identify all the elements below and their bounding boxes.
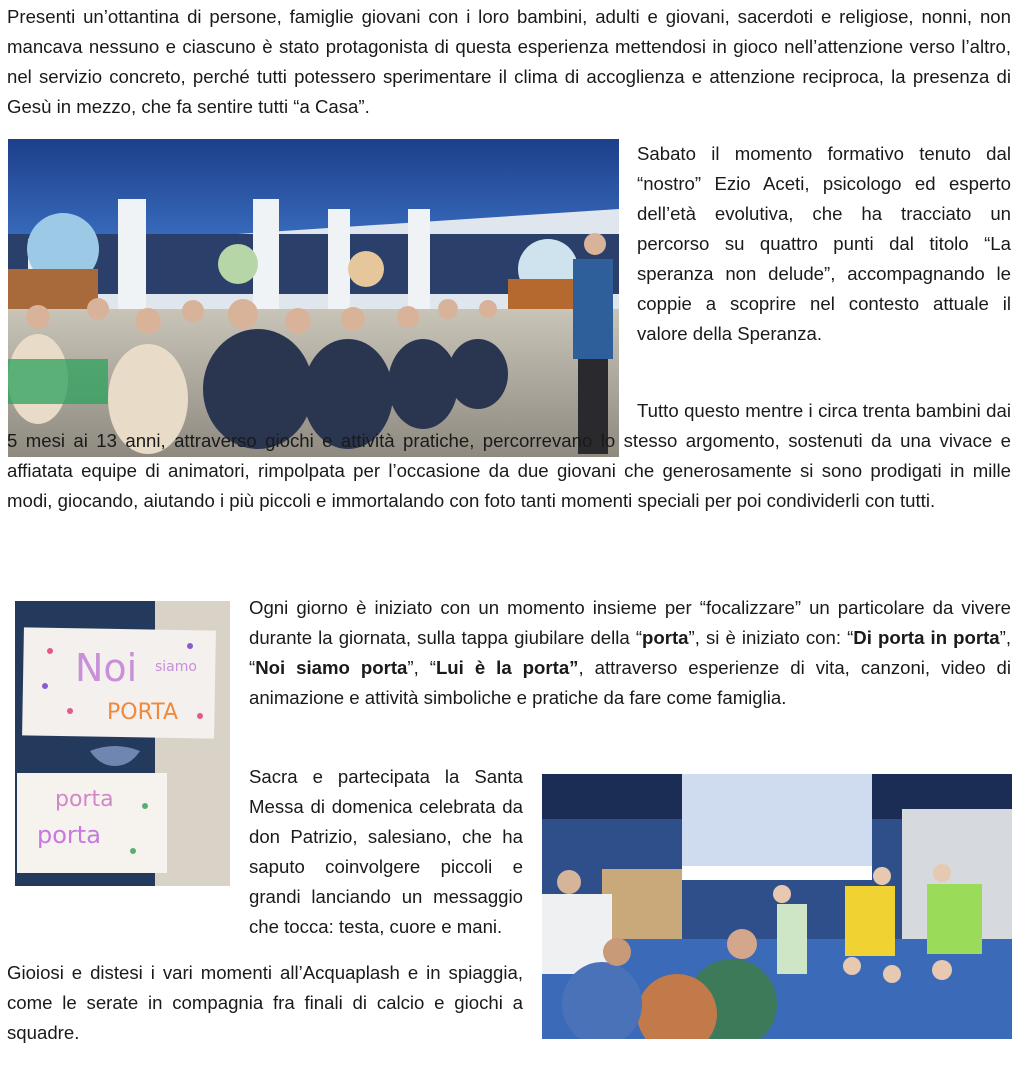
beach-paragraph: Gioiosi e distesi i vari momenti all’Acquaplash e in spiaggia, come le serate in compagnia fra finali di calcio e giochi a squadre.: [7, 962, 523, 1043]
sign-porta-2: porta: [37, 821, 101, 849]
noi-siamo-porta-photo: [15, 601, 230, 886]
daily-pre: Ogni giorno è iniziato con un momento insieme per “focalizzare” un particolare da vivere durante la giornata, sulla tappa giubilare della “: [249, 597, 1011, 648]
daily-mid2: ”, “: [249, 627, 1011, 678]
daily-porta: porta: [642, 627, 689, 648]
daily-paragraph: [249, 593, 1011, 713]
sign-porta-1: porta: [55, 787, 114, 812]
sign-siamo: siamo: [155, 659, 197, 675]
daily-post: , attraverso esperienze di vita, canzoni, video di animazione e attività simboliche e pratiche da fare come famiglia.: [249, 657, 1012, 708]
mass-paragraph: Sacra e partecipata la Santa Messa di domenica celebrata da don Patrizio, salesiano, che ha saputo coinvolgere piccoli e grandi lanciando un messaggio che tocca: testa, cuore e mani.: [249, 766, 523, 937]
daily-mid3: ”, “: [407, 657, 436, 678]
saturday-paragraph: Sabato il momento formativo tenuto dal “nostro” Ezio Aceti, psicologo ed esperto dell’età evolutiva, che ha tracciato un percorso su quattro punti dal titolo “La speranza non delude”, accompagnando le coppie a scoprire nel contesto attuale il valore della Speranza.: [637, 143, 1011, 344]
daily-title-3: Lui è la porta”: [435, 657, 579, 678]
mass-photo: [542, 774, 1012, 1039]
daily-title-1: Di porta in porta: [853, 627, 1000, 648]
sign-noi: Noi: [75, 646, 138, 690]
intro-paragraph: Presenti un’ottantina di persone, famiglie giovani con i loro bambini, adulti e giovani, sacerdoti e religiose, nonni, non mancava nessuno e ciascuno è stato protagonista di questa esperienza mettendosi in gioco nell’attenzione verso l’altro, nel servizio concreto, perché tutti potessero sperimentare il clima di accoglienza e attenzione reciproca, la presenza di Gesù in mezzo, che fa sentire tutti “a Casa”.: [7, 6, 1011, 117]
children-paragraph: Tutto questo mentre i circa trenta bambini dai 5 mesi ai 13 anni, attraverso giochi e attività pratiche, percorrevano lo stesso argomento, sostenuti da una vivace e affiatata equipe di animatori, rimpolpata per l’occasione da due giovani che generosamente si sono prodigati in mille modi, giocando, aiutando i più piccoli e immortalando con foto tanti momenti speciali per poi condividerli con tutti.: [7, 400, 1011, 511]
daily-title-2: Noi siamo porta: [255, 657, 408, 678]
sign-porta-big: PORTA: [107, 700, 179, 725]
daily-mid1: ”, si è iniziato con: “: [688, 627, 854, 648]
